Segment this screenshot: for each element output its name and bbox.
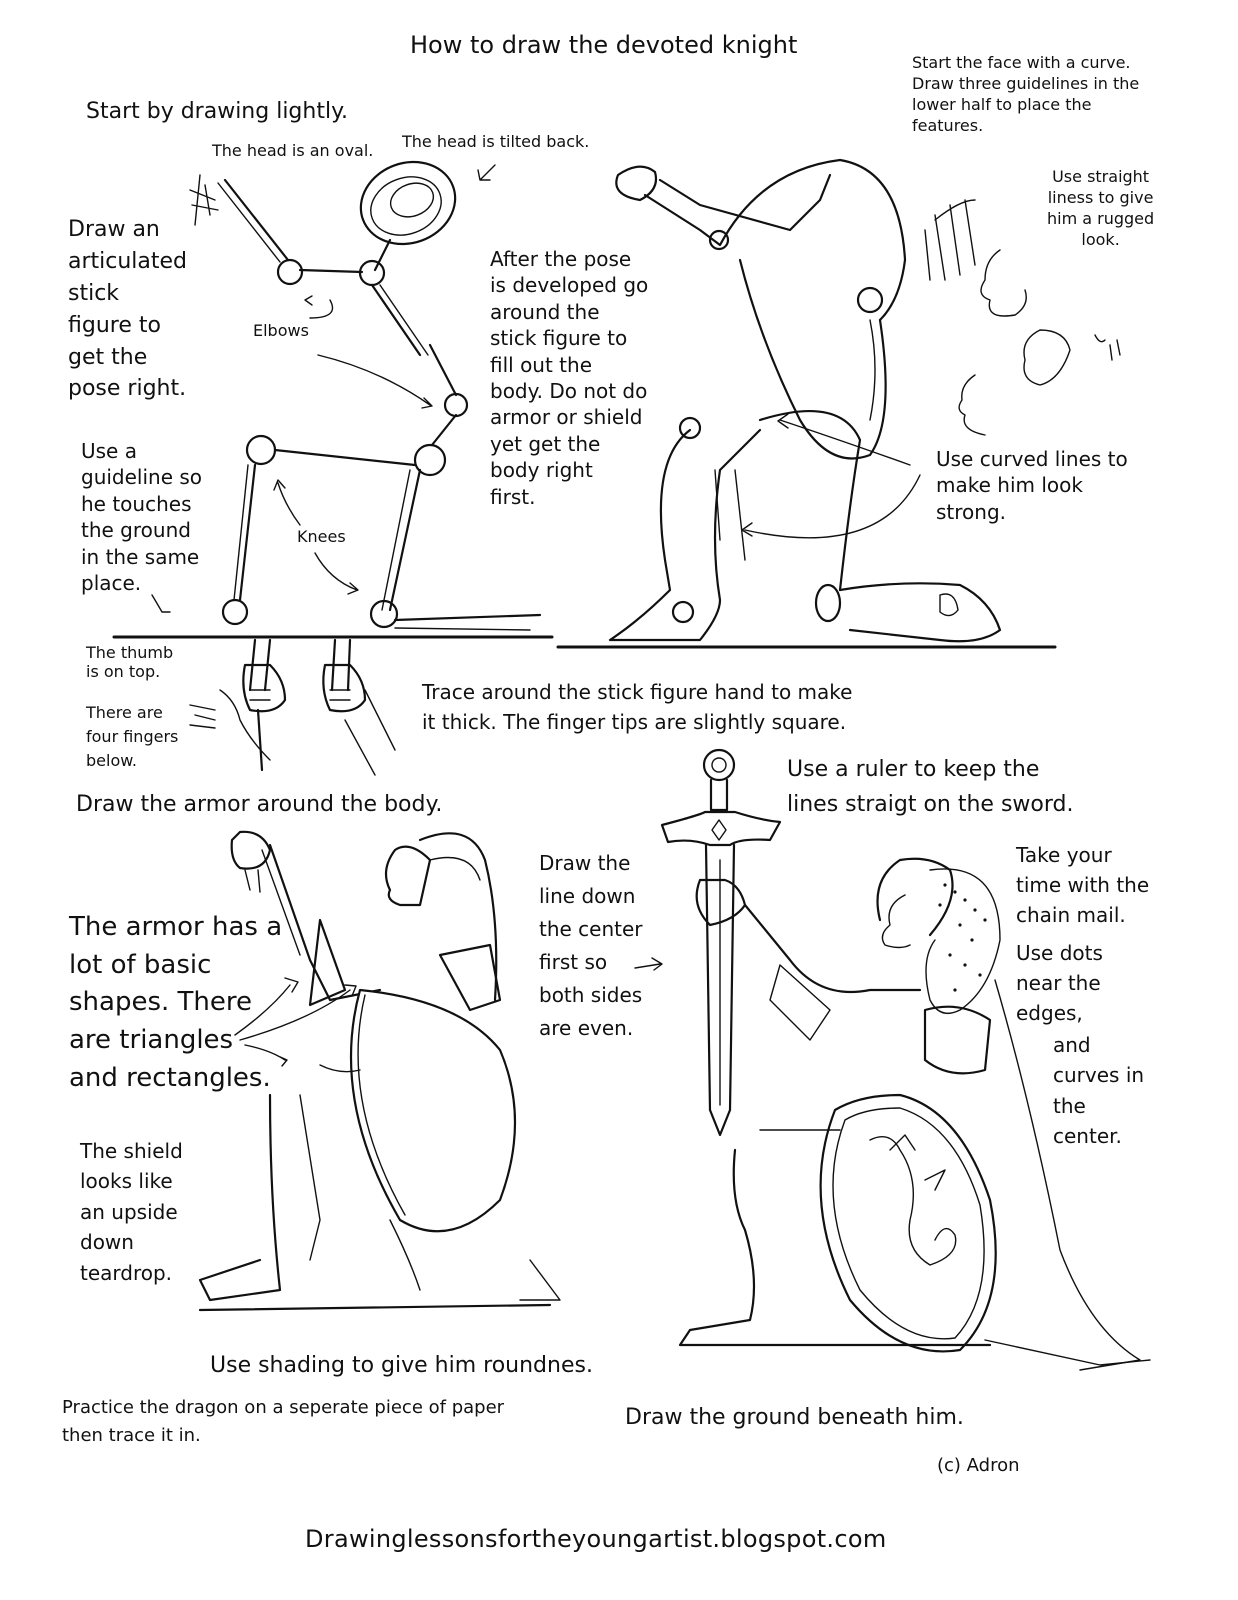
start-lightly-note: Start by drawing lightly. <box>86 99 348 124</box>
stick-figure-note: Draw an articulated stick figure to get the pose right. <box>68 217 188 402</box>
website-url: Drawinglessonsfortheyoungartist.blogspot.com <box>305 1525 887 1553</box>
hand-sketches <box>190 640 395 775</box>
stick-figure-sketch <box>152 149 540 630</box>
head-tilted-note: The head is tilted back. <box>402 132 590 151</box>
shading-note: Use shading to give him roundnes. <box>210 1353 593 1378</box>
body-sketch <box>610 160 1120 641</box>
knees-label: Knees <box>297 527 346 546</box>
curves-note: and curves in the center. <box>1053 1033 1145 1149</box>
dragon-note: Practice the dragon on a seperate piece of paper then trace it in. <box>62 1397 505 1446</box>
guideline-note: Use a guideline so he touches the ground in the same place. <box>81 439 203 595</box>
shield-note: The shield looks like an upside down teardrop. <box>80 1139 183 1285</box>
chain-mail-note: Take your time with the chain mail. <box>1016 843 1150 927</box>
basic-shapes-note: The armor has a lot of basic shapes. There are triangles and rectangles. <box>69 912 283 1093</box>
thumb-note: The thumb is on top. <box>86 643 174 681</box>
pose-developed-note: After the pose is developed go around the stick figure to fill out the body. Do not do armor or shield yet get the body right first. <box>490 247 649 509</box>
elbows-label: Elbows <box>253 321 309 340</box>
copyright: (c) Adron <box>937 1455 1020 1476</box>
head-oval-note: The head is an oval. <box>212 141 374 160</box>
armor-body-heading: Draw the armor around the body. <box>76 792 443 817</box>
page-title: How to draw the devoted knight <box>410 31 798 59</box>
trace-hand-note: Trace around the stick figure hand to make it thick. The finger tips are slightly square. <box>422 680 853 734</box>
center-line-note: Draw the line down the center first so both sides are even. <box>539 851 643 1040</box>
curved-lines-note: Use curved lines to make him look strong. <box>936 447 1128 524</box>
fingers-note: There are four fingers below. <box>86 703 179 770</box>
straight-lines-note: Use straight liness to give him a rugged look. <box>1047 167 1155 250</box>
dots-note: Use dots near the edges, <box>1016 941 1103 1025</box>
ruler-note: Use a ruler to keep the lines straigt on the sword. <box>787 757 1074 818</box>
ground-note: Draw the ground beneath him. <box>625 1405 964 1430</box>
face-curve-note: Start the face with a curve. Draw three guidelines in the lower half to place the features. <box>912 53 1140 136</box>
